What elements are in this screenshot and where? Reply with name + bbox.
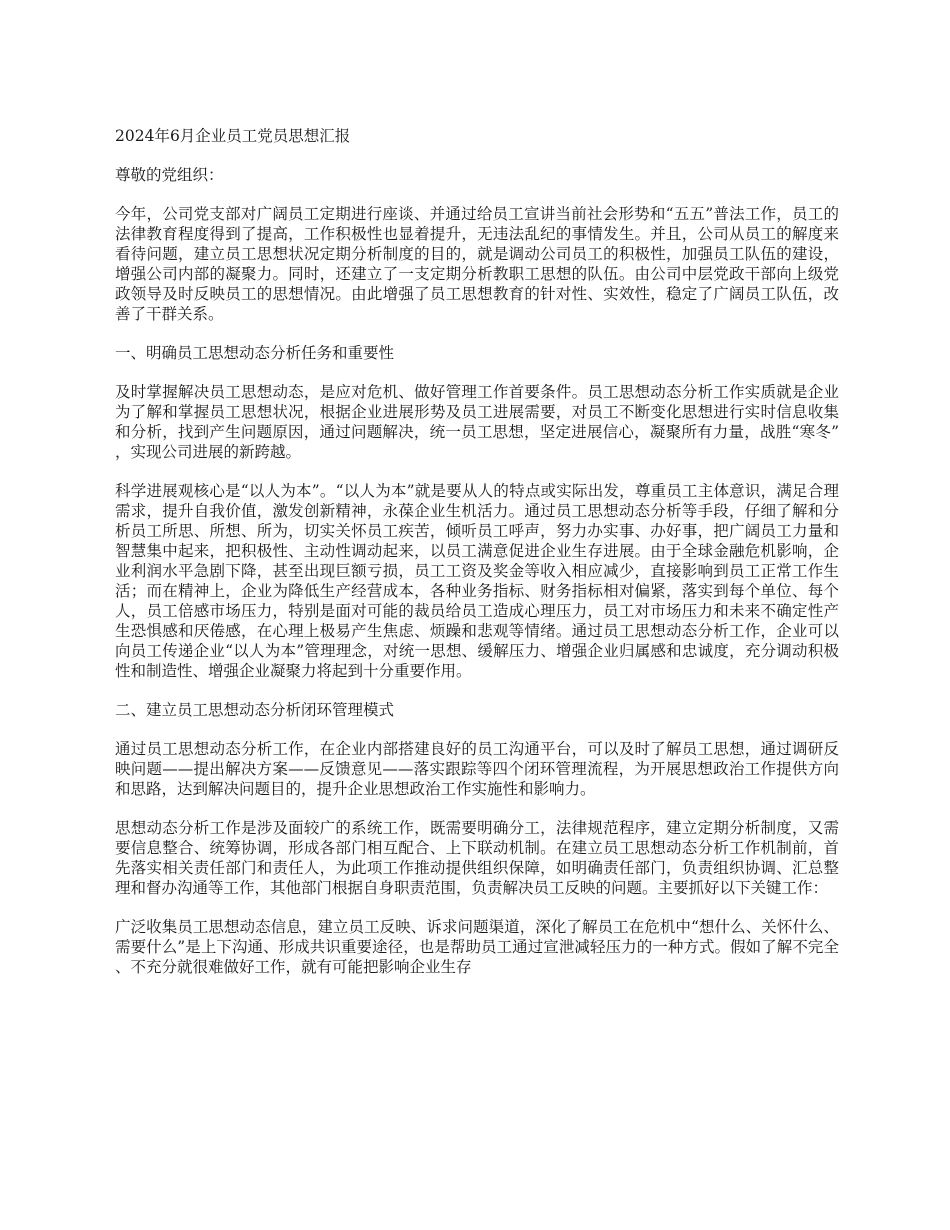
document-page [115,126,839,996]
paragraph-intro: 今年，公司党支部对广阔员工定期进行座谈、并通过给员工宣讲当前社会形势和“五五”普法工作，员工的法律教育程度得到了提高，工作积极性也显着提升，无违法乱纪的事情发生。并且，公司从员工的解度来看待问题，建立员工思想状况定期分析制度的目的，就是调动公司员工的积极性，加强员工队伍的建设，增强公司内部的凝聚力。同时，还建立了一支定期分析教职工思想的队伍。由公司中层党政干部向上级党政领导及时反映员工的思想情况。由此增强了员工思想教育的针对性、实效性，稳定了广阔员工队伍，改善了干群关系。 [115,205,839,323]
salutation: 尊敬的党组织： [115,166,224,184]
paragraph-section2-c: 广泛收集员工思想动态信息，建立员工反映、诉求问题渠道，深化了解员工在危机中“想什么、关怀什么、需要什么”是上下沟通、形成共识重要途径，也是帮助员工通过宣泄减轻压力的一种方式。假如了解不完全、不充分就很难做好工作，就有可能把影响企业生存 [115,918,839,976]
section-heading-2: 二、建立员工思想动态分析闭环管理模式 [115,701,395,719]
paragraph-section1-b: 科学进展观核心是“以人为本”。“以人为本”就是要从人的特点或实际出发，尊重员工主体意识，满足合理需求，提升自我价值，激发创新精神，永葆企业生机活力。通过员工思想动态分析等手段，仔细了解和分析员工所思、所想、所为，切实关怀员工疾苦，倾听员工呼声，努力办实事、办好事，把广阔员工力量和智慧集中起来，把积极性、主动性调动起来，以员工满意促进企业生存进展。由于全球金融危机影响，企业利润水平急剧下降，甚至出现巨额亏损，员工工资及奖金等收入相应减少，直接影响到员工正常工作生活；而在精神上，企业为降低生产经营成本，各种业务指标、财务指标相对偏紧，落实到每个单位、每个人，员工倍感市场压力，特别是面对可能的裁员给员工造成心理压力，员工对市场压力和未来不确定性产生恐惧感和厌倦感，在心理上极易产生焦虑、烦躁和悲观等情绪。通过员工思想动态分析工作，企业可以向员工传递企业“以人为本”管理理念，对统一思想、缓解压力、增强企业归属感和忠诚度，充分调动积极性和制造性、增强企业凝聚力将起到十分重要作用。 [115,482,839,680]
paragraph-section2-b: 思想动态分析工作是涉及面较广的系统工作，既需要明确分工，法律规范程序，建立定期分析制度，又需要信息整合、统筹协调，形成各部门相互配合、上下联动机制。在建立员工思想动态分析工作机制前，首先落实相关责任部门和责任人，为此项工作推动提供组织保障，如明确责任部门，负责组织协调、汇总整理和督办沟通等工作，其他部门根据自身职责范围，负责解决员工反映的问题。主要抓好以下关键工作： [115,819,839,897]
paragraph-section2-a: 通过员工思想动态分析工作，在企业内部搭建良好的员工沟通平台，可以及时了解员工思想，通过调研反映问题——提出解决方案——反馈意见——落实跟踪等四个闭环管理流程，为开展思想政治工作提供方向和思路，达到解决问题目的，提升企业思想政治工作实施性和影响力。 [115,740,839,798]
section-heading-1: 一、明确员工思想动态分析任务和重要性 [115,344,395,362]
paragraph-section1-a: 及时掌握解决员工思想动态，是应对危机、做好管理工作首要条件。员工思想动态分析工作实质就是企业为了解和掌握员工思想状况，根据企业进展形势及员工进展需要，对员工不断变化思想进行实时信息收集和分析，找到产生问题原因，通过问题解决，统一员工思想，坚定进展信心，凝聚所有力量，战胜“寒冬”，实现公司进展的新跨越。 [115,383,839,461]
document-title: 2024年6月企业员工党员思想汇报 [115,127,351,145]
